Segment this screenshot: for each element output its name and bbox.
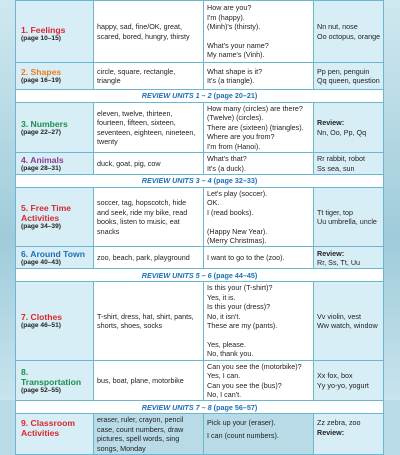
review-pages: (page 32–33) [213,176,258,186]
unit-row [16,153,384,175]
syllabus-sheet [15,0,383,453]
unit-pages: (page 46–51) [21,322,61,330]
structures-cell [204,247,314,269]
unit-title-cell [16,360,94,401]
vocabulary-cell: zoo, beach, park, playground [94,247,204,269]
structure-line: No, I can't. [207,389,242,399]
structure-line: (Minh)'s (thirsty). [207,22,261,32]
vocabulary-cell: bus, boat, plane, motorbike [94,360,204,401]
structure-line: Yes, I can. [207,371,241,381]
unit-row [16,103,384,153]
phonics-line: Ss sea, sun [317,163,355,173]
structure-line: No, it isn't. [207,311,241,321]
vocabulary-cell: soccer, tag, hopscotch, hide and seek, ride my bike, read books, listen to music, eat snacks [94,188,204,247]
phonics-line: Rr, Ss, Tt, Uu [317,257,361,267]
unit-row [16,63,384,90]
phonics-cell [314,414,384,455]
unit-title: 1. Feelings [21,25,66,35]
review-banner [16,90,384,103]
structure-line: (Merry Christmas). [207,236,267,246]
structure-line: (Happy New Year). [207,226,268,236]
structure-line: I want to go to the (zoo). [207,253,285,263]
structure-line: What's your name? [207,40,269,50]
phonics-line: Pp pen, penguin [317,66,370,76]
structure-line [207,217,310,226]
phonics-line: Ww watch, window [317,321,378,331]
unit-row [16,1,384,63]
phonics-line: Nn, Oo, Pp, Qq [317,127,367,137]
structure-line: How are you? [207,3,252,13]
phonics-line: Nn nut, nose [317,22,358,32]
unit-title-cell [16,414,94,455]
review-row [16,269,384,282]
structure-line: It's (a duck). [207,163,246,173]
phonics-line: Uu umbrella, uncle [317,217,377,227]
structures-cell [204,63,314,90]
unit-row [16,414,384,455]
structure-line: Can you see the (motorbike)? [207,361,302,371]
structure-line: Is this your (T-shirt)? [207,283,273,293]
phonics-review-label: Review: [317,118,345,128]
unit-title: 5. Free Time Activities [21,203,71,224]
unit-pages: (page 10–15) [21,35,61,42]
phonics-cell [314,282,384,360]
review-label: REVIEW UNITS 7 – 8 [141,402,212,412]
unit-pages: (page 22–27) [21,128,61,136]
structure-line: I'm (happy). [207,12,245,22]
structure-line: Let's play (soccer). [207,189,268,199]
page-edge-right [383,0,400,400]
phonics-line: Yy yo-yo, yogurt [317,380,369,390]
structure-line: No, thank you. [207,349,254,359]
unit-row [16,282,384,360]
unit-title: 3. Numbers [21,118,68,129]
phonics-cell [314,153,384,175]
phonics-cell [314,103,384,153]
structure-line [207,32,310,41]
unit-title-cell [16,1,94,63]
structure-line: Yes, it is. [207,292,236,302]
unit-title-cell [16,247,94,269]
review-pages: (page 44–45) [213,270,258,280]
structures-cell [204,103,314,153]
structures-cell [204,188,314,247]
unit-title: 8. Transportation [21,366,82,387]
unit-pages: (page 40–43) [21,258,61,266]
review-label: REVIEW UNITS 5 – 6 [141,270,212,280]
phonics-line: Tt tiger, top [317,207,353,217]
review-pages: (page 56–57) [213,402,258,412]
review-banner [16,269,384,282]
phonics-review-label: Review: [317,427,345,437]
review-banner [16,401,384,414]
page-edge-left [0,0,15,400]
vocabulary-cell: T-shirt, dress, hat, shirt, pants, shorts, shoes, socks [94,282,204,360]
structure-line: My name's (Vinh). [207,50,265,60]
structure-line: OK. [207,198,220,208]
structure-line: Is this your (dress)? [207,302,271,312]
phonics-cell [314,360,384,401]
review-row [16,401,384,414]
unit-pages: (page 34–39) [21,223,61,231]
structure-line: Pick up your (eraser). [207,418,276,428]
vocabulary-cell: happy, sad, fine/OK, great, scared, bored, hungry, thirsty [94,1,204,63]
unit-pages: (page 52–55) [21,386,61,394]
phonics-line: Xx fox, box [317,371,353,381]
unit-title: 4. Animals [21,154,64,165]
unit-title-cell [16,188,94,247]
unit-title-cell [16,153,94,175]
structure-line: How many (circles) are there? [207,104,303,113]
structure-line: I'm from (Hanoi). [207,141,261,151]
unit-pages: (page 16–19) [21,77,61,84]
unit-title: 9. Classroom Activities [21,418,75,439]
unit-title-cell [16,63,94,90]
structures-cell [204,282,314,360]
vocabulary-cell: circle, square, rectangle, triangle [94,63,204,90]
structures-cell [204,153,314,175]
unit-title-cell [16,282,94,360]
unit-title-cell [16,103,94,153]
unit-pages: (page 28–31) [21,164,61,172]
vocabulary-cell: eraser, ruler, crayon, pencil case, count numbers, draw pictures, spell words, sing songs, Monday [94,414,204,455]
structure-line: There are (sixteen) (triangles). [207,122,304,132]
phonics-cell [314,247,384,269]
vocabulary-cell: eleven, twelve, thirteen, fourteen, fifteen, sixteen, seventeen, eighteen, nineteen, twenty [94,103,204,153]
unit-title: 7. Clothes [21,312,63,323]
unit-row [16,247,384,269]
structure-line: Where are you from? [207,132,275,142]
structures-cell [204,360,314,401]
structure-line: What's that? [207,154,247,164]
phonics-line: Vv violin, vest [317,311,361,321]
phonics-line: Oo octopus, orange [317,31,381,41]
structure-line: I can (count numbers). [207,430,279,440]
phonics-line: Zz zebra, zoo [317,418,361,428]
review-banner [16,175,384,188]
structure-line: These are my (pants). [207,321,278,331]
phonics-line: Qq queen, question [317,76,380,85]
review-label: REVIEW UNITS 1 – 2 [141,91,212,101]
structure-line: Can you see the (bus)? [207,380,282,390]
unit-title: 6. Around Town [21,248,85,259]
structure-line: I (read books). [207,207,254,217]
review-label: REVIEW UNITS 3 – 4 [141,176,212,186]
structure-line: It's (a triangle). [207,76,255,85]
review-row [16,90,384,103]
unit-row [16,360,384,401]
syllabus-table [15,0,384,455]
review-row [16,175,384,188]
phonics-line: Rr rabbit, robot [317,154,365,164]
phonics-cell [314,63,384,90]
review-pages: (page 20–21) [213,91,258,101]
phonics-review-label: Review: [317,248,345,258]
phonics-cell [314,1,384,63]
structures-cell [204,414,314,455]
structure-line: What shape is it? [207,66,263,76]
structure-line [207,331,310,340]
unit-title: 2. Shapes [21,67,62,77]
structures-cell [204,1,314,63]
vocabulary-cell: duck, goat, pig, cow [94,153,204,175]
unit-row [16,188,384,247]
structure-line: (Twelve) (circles). [207,113,264,123]
structure-line: Yes, please. [207,339,246,349]
phonics-cell [314,188,384,247]
